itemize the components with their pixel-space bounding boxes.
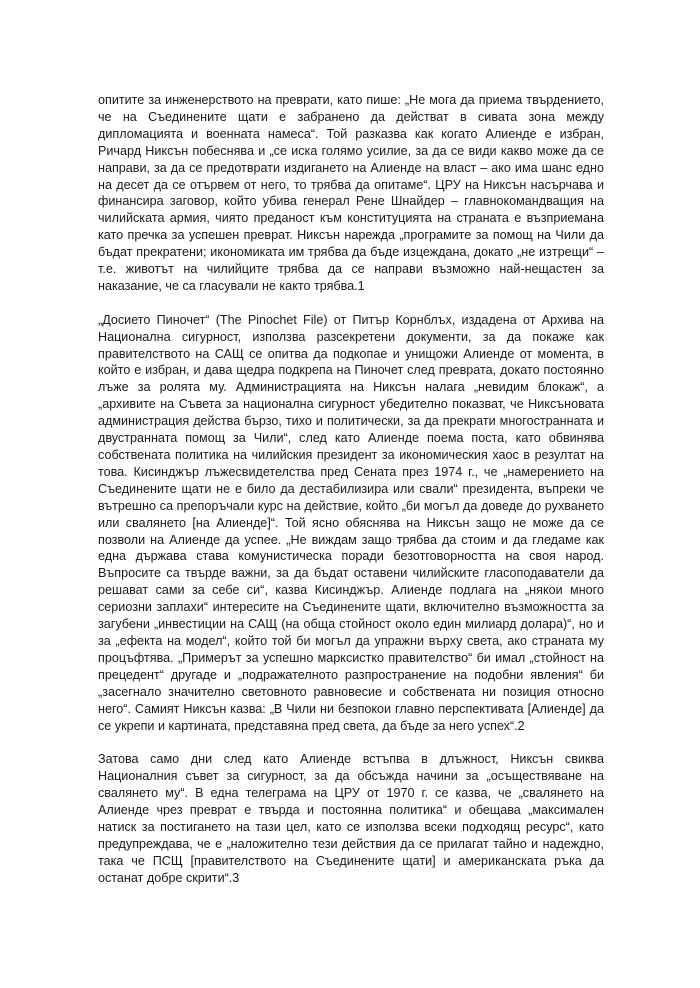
paragraph-1: опитите за инженерството на преврати, като пише: „Не мога да приема твърдението, че на Съединените щати е забранено да действат в сивата зона между дипломацията и военната намеса“. Той разказва как когато Алиенде е избран, Ричард Никсън побеснява и „се иска голямо усилие, за да се види какво може да се направи, за да се предотврати издигането на Алиенде на власт – ако има шанс едно на десет да се отървем от него, то трябва да опитаме“. ЦРУ на Никсън насърчава и финансира заговор, който убива генерал Рене Шнайдер – главнокомандващия на чилийската армия, чиято преданост към конституцията на страната е възприемана като пречка за успешен преврат. Никсън нарежда „програмите за помощ на Чили да бъдат прекратени; икономиката им трябва да бъде изцеждана, докато „не изтрещи“ – т.е. животът на чилийците трябва да се направи възможно най-нещастен за наказание, че са гласували не както трябва.1: [98, 93, 604, 293]
document-page: [98, 92, 604, 887]
paragraph-2: „Досието Пиночет“ (The Pinochet File) от Питър Корнблъх, издадена от Архива на Национална сигурност, използва разсекретени документи, за да покаже как правителството на САЩ се опитва да подкопае и унищожи Алиенде от момента, в който е избран, и дава щедра подкрепа на Пиночет след преврата, докато постоянно лъже за ролята му. Администрацията на Никсън налага „невидим блокаж“, а „архивите на Съвета за национална сигурност убедително показват, че Никсъновата администрация действа бързо, тихо и политически, за да прекрати многостранната и двустранната помощ за Чили“, след като Алиенде поема поста, като обвинява собствената политика на чилийския президент за икономическия хаос в резултат на това. Кисинджър лъжесвидетелства пред Сената през 1974 г., че „намерението на Съединените щати не е било да дестабилизира или свали“ президента, въпреки че вътрешно са препоръчали курс на действие, който „би могъл да доведе до рухването или свалянето [на Алиенде]“. Той ясно обяснява на Никсън защо не може да се позволи на Алиенде да успее. „Не виждам защо трябва да стоим и да гледаме как една държава става комунистическа поради безотговорността на своя народ. Въпросите са твърде важни, за да бъдат оставени чилийските гласоподаватели да решават сами за себе си“, казва Кисинджър. Алиенде подлага на „някои много сериозни заплахи“ интересите на Съединените щати, включително възможността за загубени „инвестиции на САЩ (на обща стойност около един милиард долара)“, но и за „ефекта на модел“, който той би могъл да упражни върху света, ако страната му процъфтява. „Примерът за успешно марксистко правителство“ би имал „стойност на прецедент“ другаде и „подражателното разпространение на подобни явления“ би „засегнало значително световното равновесие и собствената ни позиция относно него“. Самият Никсън казва: „В Чили ни безпокои главно перспективата [Алиенде] да се укрепи и картината, представяна пред света, да бъде за него успех“.2: [98, 312, 604, 733]
paragraph-3: Затова само дни след като Алиенде встъпва в длъжност, Никсън свиква Националния съвет за сигурност, за да обсъжда начини за „осъществяване на свалянето му“. В една телеграма на ЦРУ от 1970 г. се казва, че „свалянето на Алиенде чрез преврат е твърда и постоянна политика“ и обещава „максимален натиск за постигането на тази цел, като се използва всеки подходящ ресурс“, като предупреждава, че е „наложително тези действия да се прилагат тайно и надеждно, така че ПСЩ [правителството на Съединените щати] и американската ръка да останат добре скрити“.3: [98, 752, 604, 885]
